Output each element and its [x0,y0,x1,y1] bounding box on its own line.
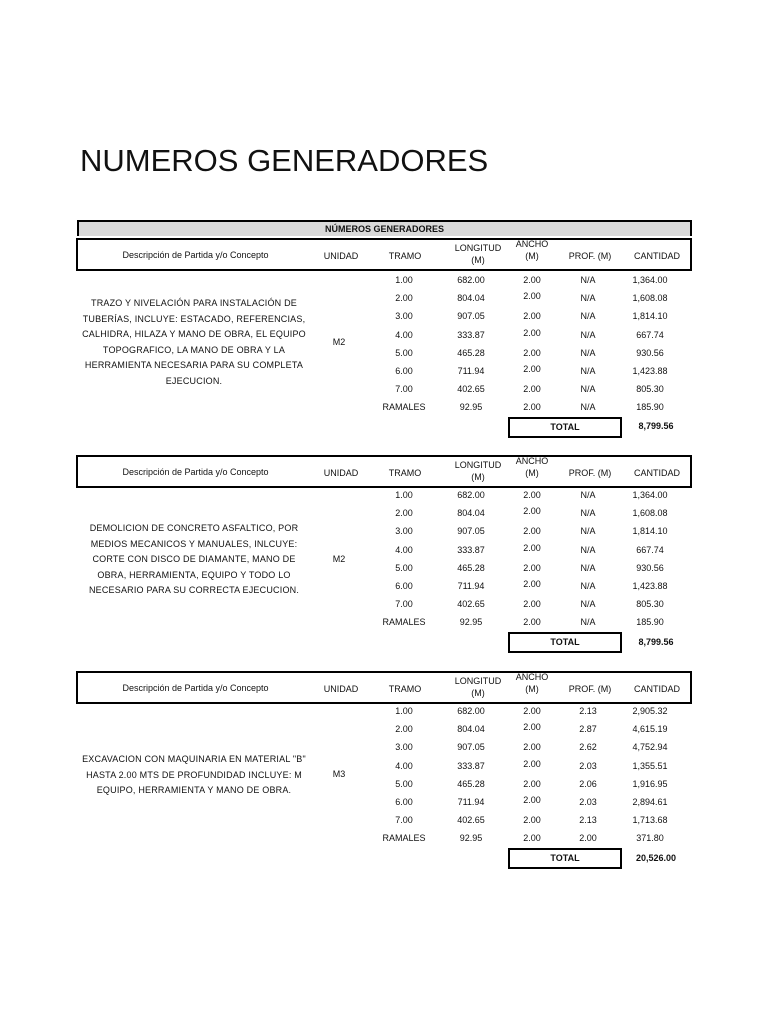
header-unidad: UNIDAD [323,684,359,694]
tramo-cell: 6.00 [395,581,413,591]
concept-description: DEMOLICION DE CONCRETO ASFALTICO, POR MEDIOS MECANICOS Y MANUALES, INLCUYE: CORTE CON DISCO DE DIAMANTE, MANO DE OBRA, HERRAMIENTA, EQUIPO Y TODO LO NECESARIO PARA SU CORRECTA EJECUCION. [88,523,300,595]
table-row [0,815,768,833]
prof-cell: N/A [580,366,596,376]
longitud-cell: 402.65 [457,815,485,826]
ancho-cell: 2.00 [523,542,541,553]
header-prof: PROF. (M) [568,684,612,694]
longitud-cell: 333.87 [457,544,485,555]
prof-cell: N/A [580,544,596,555]
header-row [76,238,692,271]
table-row [0,293,768,311]
header-row [76,455,692,488]
ancho-cell: 2.00 [523,311,541,322]
cantidad-cell: 1,608.08 [632,508,668,519]
tramo-cell: 5.00 [395,562,413,573]
ancho-cell: 2.00 [523,742,541,753]
table-row [0,348,768,366]
header-tramo: TRAMO [388,468,422,478]
ancho-cell: 2.00 [523,506,541,517]
header-ancho: ANCHO (M) [515,456,549,478]
header-unidad: UNIDAD [323,251,359,261]
cantidad-cell: 667.74 [636,544,664,555]
tramo-cell: 6.00 [395,797,413,807]
prof-cell: N/A [580,275,596,285]
table-row [0,384,768,402]
tramo-cell: 3.00 [395,742,413,753]
header-ancho: ANCHO (M) [515,672,549,694]
header-unidad: UNIDAD [323,468,359,478]
table-row [0,402,768,420]
prof-cell: N/A [580,617,596,628]
tramo-cell: 7.00 [395,815,413,826]
prof-cell: 2.13 [579,706,597,716]
header-descripcion: Descripción de Partida y/o Concepto [122,467,269,477]
cantidad-cell: 930.56 [636,562,664,573]
ancho-cell: 2.00 [523,364,541,374]
total-label: TOTAL [508,848,622,869]
ancho-cell: 2.00 [523,706,541,716]
table-row [0,526,768,544]
longitud-cell: 465.28 [457,562,485,573]
prof-cell: N/A [580,581,596,591]
header-prof: PROF. (M) [568,468,612,478]
prof-cell: N/A [580,402,596,413]
header-ancho: ANCHO (M) [515,239,549,261]
table-row [0,779,768,797]
prof-cell: N/A [580,490,596,500]
ancho-cell: 2.00 [523,617,541,628]
cantidad-cell: 1,355.51 [632,760,668,771]
ancho-cell: 2.00 [523,490,541,500]
table-row [0,581,768,599]
ancho-cell: 2.00 [523,815,541,826]
cantidad-cell: 2,905.32 [632,706,668,716]
prof-cell: N/A [580,311,596,322]
longitud-cell: 804.04 [457,293,485,304]
table-row [0,542,768,563]
ancho-cell: 2.00 [523,526,541,537]
prof-cell: 2.87 [579,724,597,735]
cantidad-cell: 4,615.19 [632,724,668,735]
total-label: TOTAL [508,417,622,438]
header-longitud: LONGITUD (M) [454,676,502,698]
ancho-cell: 2.00 [523,291,541,302]
concept-description: TRAZO Y NIVELACIÓN PARA INSTALACIÓN DE TUBERÍAS, INCLUYE: ESTACADO, REFERENCIAS, CALHIDRA, HILAZA Y MANO DE OBRA, EL EQUIPO TOPOGRAFICO, LA MANO DE OBRA Y LA HERRAMIENTA NECESARIA PARA SU COMPLETA EJECUCION. [82,298,306,386]
longitud-cell: 907.05 [457,311,485,322]
prof-cell: N/A [580,293,596,304]
total-value: 8,799.56 [638,421,674,431]
tramo-cell: 5.00 [395,347,413,358]
cantidad-cell: 2,894.61 [632,797,668,807]
cantidad-cell: 1,423.88 [632,366,668,376]
table-row [0,327,768,348]
longitud-cell: 711.94 [457,366,485,376]
table-row [0,508,768,526]
ancho-cell: 2.00 [523,795,541,805]
unit-cell: M3 [332,769,346,779]
longitud-cell: 92.95 [459,617,483,628]
ancho-cell: 2.00 [523,579,541,589]
longitud-cell: 465.28 [457,347,485,358]
ancho-cell: 2.00 [523,347,541,358]
tramo-cell: 2.00 [395,724,413,735]
tramo-cell: 7.00 [395,599,413,610]
cantidad-cell: 805.30 [636,384,664,395]
table-row [0,275,768,293]
table-row [0,833,768,851]
cantidad-cell: 805.30 [636,599,664,610]
cantidad-cell: 1,814.10 [632,311,668,322]
header-longitud: LONGITUD (M) [454,460,502,482]
header-descripcion: Descripción de Partida y/o Concepto [122,250,269,260]
tramo-cell: 4.00 [395,544,413,555]
page-title: NUMEROS GENERADORES [80,143,489,178]
tramo-cell: 4.00 [395,329,413,340]
ancho-cell: 2.00 [523,327,541,338]
tramo-cell: 2.00 [395,293,413,304]
ancho-cell: 2.00 [523,599,541,610]
prof-cell: 2.13 [579,815,597,826]
tramo-cell: 7.00 [395,384,413,395]
ancho-cell: 2.00 [523,275,541,285]
tramo-cell: RAMALES [382,617,426,628]
longitud-cell: 465.28 [457,778,485,789]
header-tramo: TRAMO [388,251,422,261]
longitud-cell: 682.00 [457,275,485,285]
cantidad-cell: 930.56 [636,347,664,358]
tramo-cell: 2.00 [395,508,413,519]
cantidad-cell: 1,713.68 [632,815,668,826]
tramo-cell: 1.00 [395,490,413,500]
longitud-cell: 682.00 [457,490,485,500]
cantidad-cell: 371.80 [636,833,664,844]
total-value: 8,799.56 [638,637,674,647]
prof-cell: 2.62 [579,742,597,753]
prof-cell: N/A [580,329,596,340]
longitud-cell: 682.00 [457,706,485,716]
tramo-cell: RAMALES [382,833,426,844]
tramo-cell: 4.00 [395,760,413,771]
header-longitud: LONGITUD (M) [454,243,502,265]
longitud-cell: 907.05 [457,742,485,753]
tramo-cell: 3.00 [395,311,413,322]
cantidad-cell: 185.90 [636,402,664,413]
header-row [76,671,692,704]
longitud-cell: 711.94 [457,581,485,591]
total-label: TOTAL [508,632,622,653]
table-row [0,311,768,329]
cantidad-cell: 1,916.95 [632,778,668,789]
longitud-cell: 804.04 [457,724,485,735]
cantidad-cell: 1,423.88 [632,581,668,591]
ancho-cell: 2.00 [523,833,541,844]
ancho-cell: 2.00 [523,562,541,573]
cantidad-cell: 1,364.00 [632,275,668,285]
header-cantidad: CANTIDAD [633,468,680,478]
tramo-cell: RAMALES [382,402,426,413]
prof-cell: N/A [580,562,596,573]
table-caption: NÚMEROS GENERADORES [77,220,692,236]
ancho-cell: 2.00 [523,402,541,413]
prof-cell: N/A [580,347,596,358]
ancho-cell: 2.00 [523,778,541,789]
longitud-cell: 92.95 [459,833,483,844]
concept-description: EXCAVACION CON MAQUINARIA EN MATERIAL "B" HASTA 2.00 MTS DE PROFUNDIDAD INCLUYE: M EQUIPO, HERRAMIENTA Y MANO DE OBRA. [82,754,306,795]
header-tramo: TRAMO [388,684,422,694]
table-row [0,617,768,635]
prof-cell: 2.00 [579,833,597,844]
header-prof: PROF. (M) [568,251,612,261]
table-row [0,599,768,617]
longitud-cell: 333.87 [457,329,485,340]
cantidad-cell: 1,364.00 [632,490,668,500]
prof-cell: 2.06 [579,778,597,789]
table-row [0,797,768,815]
tramo-cell: 5.00 [395,778,413,789]
tramo-cell: 1.00 [395,706,413,716]
table-row [0,706,768,724]
header-descripcion: Descripción de Partida y/o Concepto [122,683,269,693]
cantidad-cell: 1,608.08 [632,293,668,304]
header-cantidad: CANTIDAD [633,251,680,261]
longitud-cell: 907.05 [457,526,485,537]
prof-cell: 2.03 [579,797,597,807]
table-row [0,366,768,384]
longitud-cell: 333.87 [457,760,485,771]
prof-cell: N/A [580,526,596,537]
ancho-cell: 2.00 [523,384,541,395]
tramo-cell: 1.00 [395,275,413,285]
table-row [0,563,768,581]
longitud-cell: 711.94 [457,797,485,807]
longitud-cell: 402.65 [457,599,485,610]
longitud-cell: 804.04 [457,508,485,519]
ancho-cell: 2.00 [523,722,541,733]
prof-cell: 2.03 [579,760,597,771]
prof-cell: N/A [580,384,596,395]
header-cantidad: CANTIDAD [633,684,680,694]
cantidad-cell: 667.74 [636,329,664,340]
table-row [0,490,768,508]
cantidad-cell: 4,752.94 [632,742,668,753]
cantidad-cell: 1,814.10 [632,526,668,537]
longitud-cell: 92.95 [459,402,483,413]
cantidad-cell: 185.90 [636,617,664,628]
tramo-cell: 6.00 [395,366,413,376]
total-value: 20,526.00 [635,853,677,863]
unit-cell: M2 [332,554,346,564]
tramo-cell: 3.00 [395,526,413,537]
unit-cell: M2 [332,337,346,347]
prof-cell: N/A [580,508,596,519]
table-row [0,742,768,760]
table-row [0,724,768,742]
ancho-cell: 2.00 [523,758,541,769]
prof-cell: N/A [580,599,596,610]
longitud-cell: 402.65 [457,384,485,395]
